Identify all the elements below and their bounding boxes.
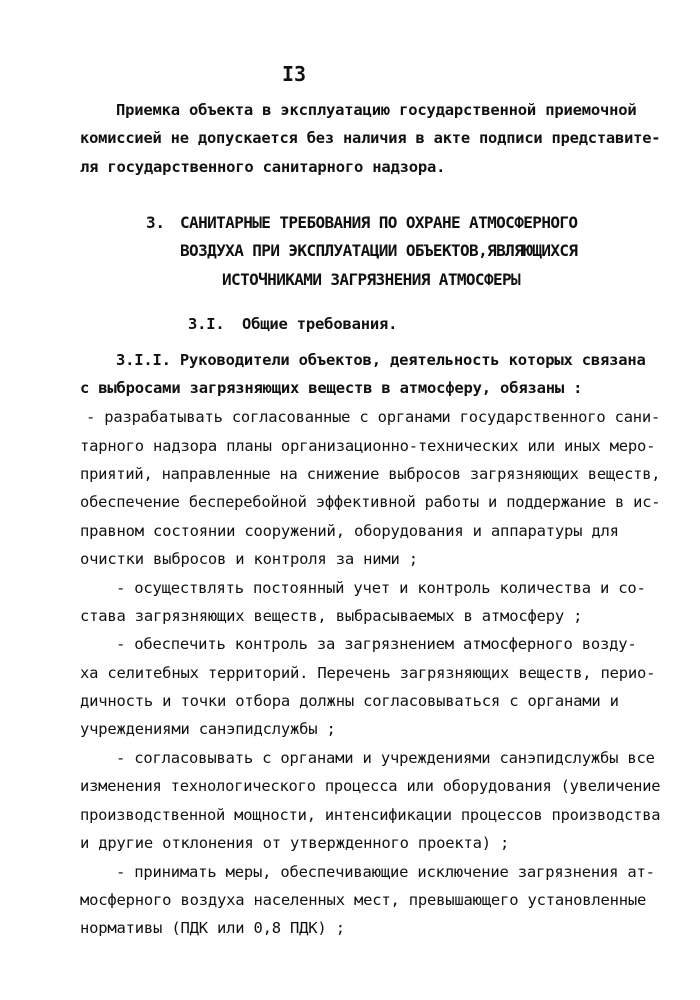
clause-line-17: производственной мощности, интенсификации процессов производства	[80, 806, 661, 824]
clause-line-3: - разрабатывать согласованные с органами государственного сани-	[86, 408, 661, 426]
clause-line-14: учреждениями санэпидслужбы ;	[80, 720, 336, 738]
clause-line-4: тарного надзора планы организационно-технических или иных меро-	[80, 437, 656, 455]
clause-line-15: - согласовывать с органами и учреждениями санэпидслужбы все	[116, 749, 655, 767]
clause-line-2: с выбросами загрязняющих веществ в атмосферу, обязаны :	[80, 379, 583, 397]
section-title-line-2: ВОЗДУХА ПРИ ЭКСПЛУАТАЦИИ ОБЪЕКТОВ,ЯВЛЯЮЩИХСЯ	[180, 241, 578, 260]
intro-line-1: Приемка объекта в эксплуатацию государственной приемочной	[116, 101, 637, 119]
clause-line-7: правном состоянии сооружений, оборудования и аппаратуры для	[80, 522, 619, 540]
clause-line-11: - обеспечить контроль за загрязнением атмосферного возду-	[116, 635, 637, 653]
clause-line-8: очистки выбросов и контроля за ними ;	[80, 550, 418, 568]
clause-line-18: и другие отклонения от утвержденного проекта) ;	[80, 834, 510, 852]
clause-line-6: обеспечение бесперебойной эффективной работы и поддержание в ис-	[80, 493, 661, 511]
subsection-title: Общие требования.	[242, 315, 398, 333]
subsection-number: 3.I.	[188, 315, 225, 333]
page-number: I3	[282, 62, 307, 86]
clause-line-10: става загрязняющих веществ, выбрасываемых в атмосферу ;	[80, 607, 583, 625]
section-title-line-3: ИСТОЧНИКАМИ ЗАГРЯЗНЕНИЯ АТМОСФЕРЫ	[222, 270, 521, 289]
clause-line-21: нормативы (ПДК или 0,8 ПДК) ;	[80, 919, 345, 937]
clause-line-20: мосферного воздуха населенных мест, превышающего установленные	[80, 891, 647, 909]
clause-line-16: изменения технологического процесса или оборудования (увеличение	[80, 777, 661, 795]
clause-line-9: - осуществлять постоянный учет и контроль количества и со-	[116, 579, 646, 597]
clause-line-5: приятий, направленные на снижение выбросов загрязняющих веществ,	[80, 465, 661, 483]
clause-line-13: дичность и точки отбора должны согласовываться с органами и	[80, 692, 619, 710]
intro-line-2: комиссией не допускается без наличия в акте подписи представите-	[80, 129, 661, 147]
clause-line-1: 3.I.I. Руководители объектов, деятельность которых связана	[116, 351, 646, 369]
intro-line-3: ля государственного санитарного надзора.	[80, 158, 446, 176]
clause-line-12: ха селитебных территорий. Перечень загрязняющих веществ, перио-	[80, 664, 656, 682]
clause-line-19: - принимать меры, обеспечивающие исключение загрязнения ат-	[116, 863, 655, 881]
section-number: 3.	[146, 213, 165, 232]
section-title-line-1: САНИТАРНЫЕ ТРЕБОВАНИЯ ПО ОХРАНЕ АТМОСФЕРНОГО	[180, 213, 578, 232]
